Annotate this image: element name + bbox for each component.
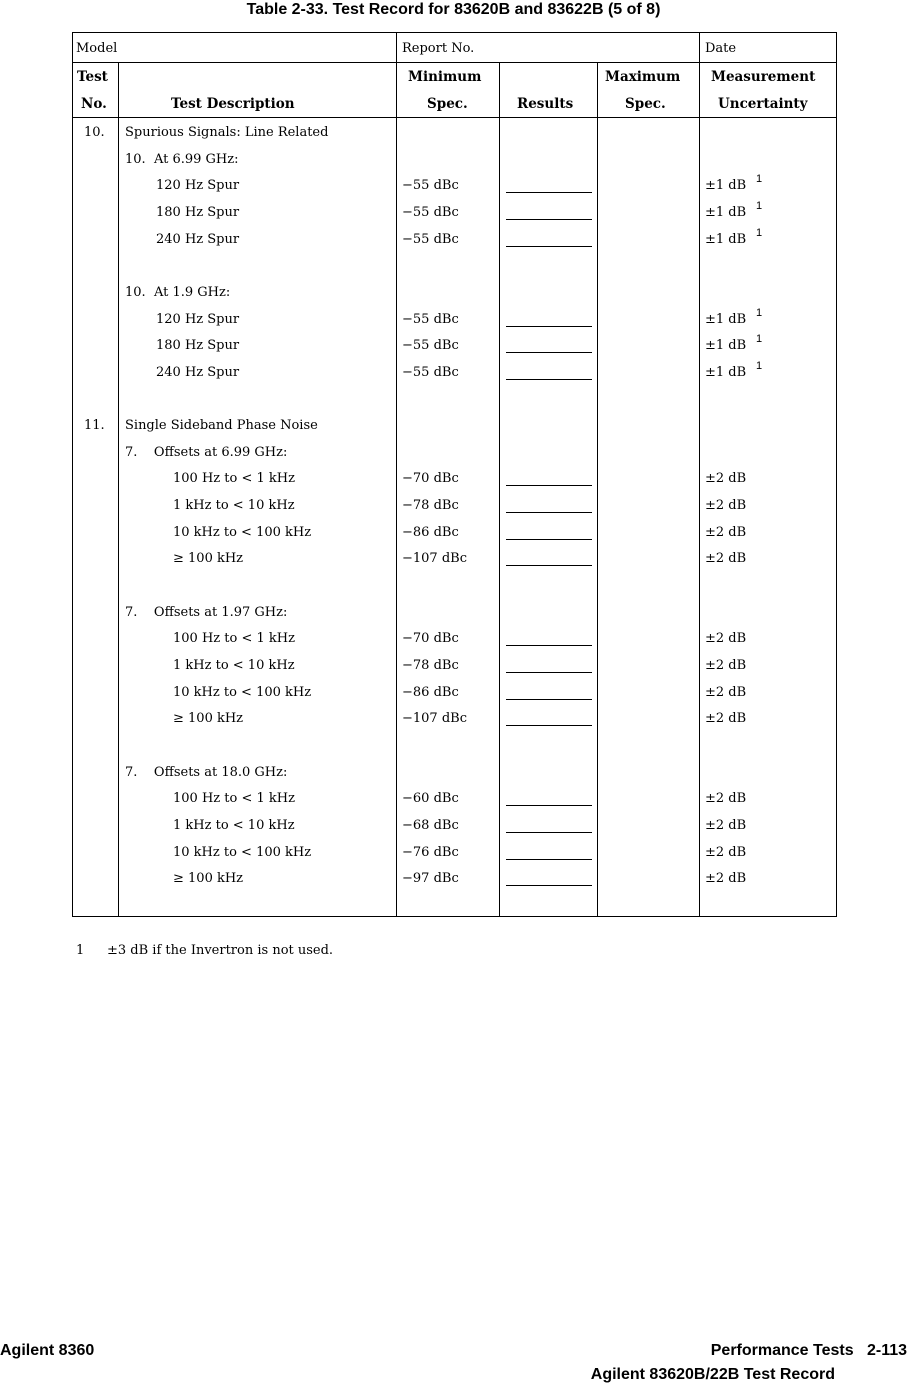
measurement-uncertainty: ±2 dB <box>705 498 747 514</box>
result-entry-line[interactable] <box>506 539 592 540</box>
test-description: 10 kHz to < 100 kHz <box>173 524 312 540</box>
measurement-uncertainty: ±2 dB <box>705 791 747 807</box>
measurement-uncertainty: ±1 dB <box>705 364 747 380</box>
date-label: Date <box>705 41 737 56</box>
divider <box>118 62 119 916</box>
model-label: Model <box>76 41 118 56</box>
measurement-uncertainty: ±2 dB <box>705 844 747 860</box>
header-max: Maximum <box>605 69 681 85</box>
measurement-uncertainty: ±1 dB <box>705 204 747 220</box>
minimum-spec: −55 dBc <box>402 338 459 354</box>
test-description: 240 Hz Spur <box>156 231 240 247</box>
minimum-spec: −86 dBc <box>402 524 459 540</box>
minimum-spec: −55 dBc <box>402 178 459 194</box>
minimum-spec: −86 dBc <box>402 684 459 700</box>
test-description: 10 kHz to < 100 kHz <box>173 844 312 860</box>
test-number: 10. <box>84 125 105 140</box>
measurement-uncertainty: ±2 dB <box>705 711 747 727</box>
measurement-uncertainty: ±2 dB <box>705 817 747 833</box>
report-no-label: Report No. <box>402 41 475 56</box>
divider <box>73 62 836 63</box>
footnote-mark: 1 <box>76 943 85 958</box>
measurement-uncertainty: ±2 dB <box>705 551 747 567</box>
test-description: 180 Hz Spur <box>156 204 240 220</box>
header-results: Results <box>517 96 574 112</box>
divider <box>499 62 500 916</box>
test-description: 7. Offsets at 18.0 GHz: <box>125 764 288 780</box>
minimum-spec: −107 dBc <box>402 551 467 567</box>
measurement-uncertainty: ±2 dB <box>705 871 747 887</box>
measurement-uncertainty: ±2 dB <box>705 631 747 647</box>
footnote-ref: 1 <box>756 306 763 319</box>
footnote-text: ±3 dB if the Invertron is not used. <box>107 943 334 958</box>
measurement-uncertainty: ±1 dB <box>705 178 747 194</box>
result-entry-line[interactable] <box>506 885 592 886</box>
minimum-spec: −55 dBc <box>402 364 459 380</box>
result-entry-line[interactable] <box>506 352 592 353</box>
result-entry-line[interactable] <box>506 725 592 726</box>
result-entry-line[interactable] <box>506 832 592 833</box>
test-number: 11. <box>84 418 105 434</box>
footnote-ref: 1 <box>756 199 763 212</box>
footer-left: Agilent 8360 <box>0 1342 95 1359</box>
test-description: Single Sideband Phase Noise <box>125 418 318 434</box>
test-description: ≥ 100 kHz <box>173 871 244 887</box>
test-record-table <box>72 32 837 917</box>
minimum-spec: −60 dBc <box>402 791 459 807</box>
result-entry-line[interactable] <box>506 326 592 327</box>
result-entry-line[interactable] <box>506 699 592 700</box>
minimum-spec: −55 dBc <box>402 311 459 327</box>
measurement-uncertainty: ±1 dB <box>705 311 747 327</box>
result-entry-line[interactable] <box>506 192 592 193</box>
test-description: 100 Hz to < 1 kHz <box>173 471 295 487</box>
test-description: 120 Hz Spur <box>156 311 240 327</box>
header-no: No. <box>81 96 107 112</box>
footnote-ref: 1 <box>756 226 763 239</box>
test-description: 120 Hz Spur <box>156 178 240 194</box>
header-min: Minimum <box>408 69 482 85</box>
minimum-spec: −76 dBc <box>402 844 459 860</box>
measurement-uncertainty: ±2 dB <box>705 471 747 487</box>
measurement-uncertainty: ±2 dB <box>705 524 747 540</box>
test-description: 240 Hz Spur <box>156 364 240 380</box>
minimum-spec: −78 dBc <box>402 498 459 514</box>
test-description: 7. Offsets at 6.99 GHz: <box>125 444 288 460</box>
result-entry-line[interactable] <box>506 379 592 380</box>
result-entry-line[interactable] <box>506 219 592 220</box>
test-description: ≥ 100 kHz <box>173 551 244 567</box>
divider <box>597 62 598 916</box>
footnote-ref: 1 <box>756 333 763 346</box>
header-description: Test Description <box>171 96 295 112</box>
test-description: ≥ 100 kHz <box>173 711 244 727</box>
result-entry-line[interactable] <box>506 805 592 806</box>
result-entry-line[interactable] <box>506 645 592 646</box>
test-description: 1 kHz to < 10 kHz <box>173 498 295 514</box>
minimum-spec: −97 dBc <box>402 871 459 887</box>
minimum-spec: −55 dBc <box>402 231 459 247</box>
minimum-spec: −70 dBc <box>402 471 459 487</box>
test-description: 1 kHz to < 10 kHz <box>173 658 295 673</box>
minimum-spec: −107 dBc <box>402 711 467 727</box>
header-test: Test <box>77 69 108 85</box>
divider <box>396 33 397 916</box>
test-description: 7. Offsets at 1.97 GHz: <box>125 604 288 620</box>
minimum-spec: −78 dBc <box>402 658 459 673</box>
test-description: 10 kHz to < 100 kHz <box>173 684 312 700</box>
result-entry-line[interactable] <box>506 672 592 673</box>
divider <box>73 117 836 118</box>
test-description: 1 kHz to < 10 kHz <box>173 817 295 833</box>
minimum-spec: −68 dBc <box>402 817 459 833</box>
measurement-uncertainty: ±1 dB <box>705 338 747 354</box>
minimum-spec: −55 dBc <box>402 204 459 220</box>
result-entry-line[interactable] <box>506 246 592 247</box>
test-description: 10. At 1.9 GHz: <box>125 284 231 300</box>
footer-section: Performance Tests 2-113 <box>710 1342 907 1359</box>
result-entry-line[interactable] <box>506 485 592 486</box>
table-title: Table 2-33. Test Record for 83620B and 83622B (5 of 8) <box>246 1 661 18</box>
header-max-spec: Spec. <box>625 96 666 112</box>
result-entry-line[interactable] <box>506 565 592 566</box>
test-description: 100 Hz to < 1 kHz <box>173 791 295 807</box>
measurement-uncertainty: ±2 dB <box>705 684 747 700</box>
test-description: Spurious Signals: Line Related <box>125 125 329 140</box>
measurement-uncertainty: ±2 dB <box>705 658 747 673</box>
header-uncertainty: Measurement <box>711 69 816 85</box>
header-min-spec: Spec. <box>427 96 468 112</box>
test-description: 10. At 6.99 GHz: <box>125 151 239 167</box>
result-entry-line[interactable] <box>506 859 592 860</box>
footnote-ref: 1 <box>756 359 763 372</box>
test-description: 100 Hz to < 1 kHz <box>173 631 295 647</box>
measurement-uncertainty: ±1 dB <box>705 231 747 247</box>
test-description: 180 Hz Spur <box>156 338 240 354</box>
divider <box>699 33 700 916</box>
result-entry-line[interactable] <box>506 512 592 513</box>
footer-subtitle: Agilent 83620B/22B Test Record <box>590 1366 835 1383</box>
header-uncertainty-2: Uncertainty <box>718 96 808 112</box>
footnote-ref: 1 <box>756 173 763 186</box>
minimum-spec: −70 dBc <box>402 631 459 647</box>
